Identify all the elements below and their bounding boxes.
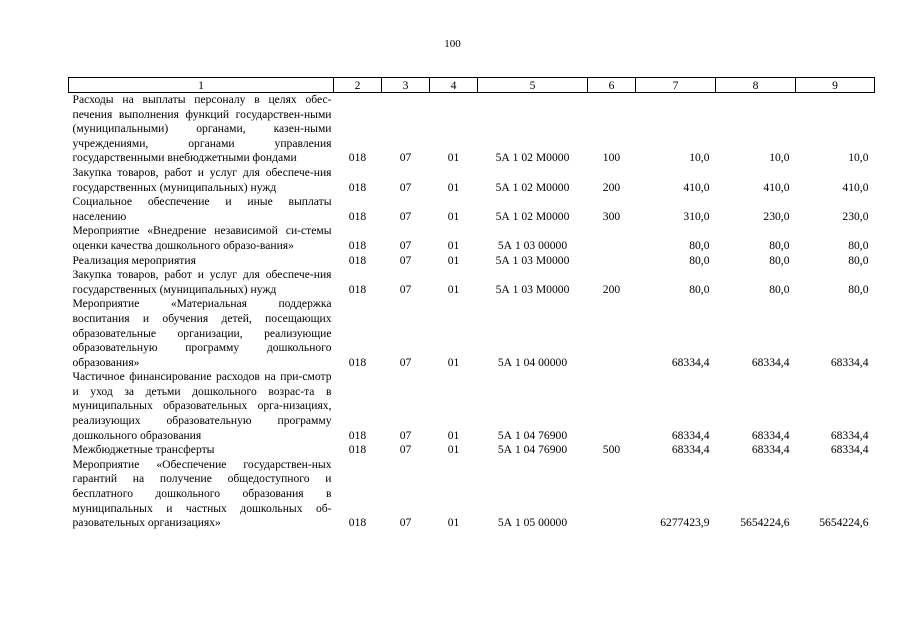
amount-col-8: 68334,4 [751,443,790,457]
amount-col-9: 410,0 [842,180,869,194]
table-row [69,443,875,458]
section-code: 07 [399,180,412,194]
expense-name: Частичное финансирование расходов на при-смотр и уход за детьми дошкольного возрас-та в муниципальных образовательных орга-низациях, реализующих образовательную программу дошкольного образования [72,370,332,442]
amount-col-7: 68334,4 [671,355,710,369]
expense-name: Социальное обеспечение и иные выплаты населению [72,195,332,223]
subsection-code: 01 [447,516,460,530]
expense-name: Расходы на выплаты персоналу в целях обес-печения выполнения функций государствен-ными (муниципальными) органами, казен-ными учреждениями, органами управления государственными внебюджетными фондами [72,93,332,165]
amount-col-8: 80,0 [769,253,790,267]
amount-col-8: 230,0 [763,209,790,223]
section-code: 07 [399,151,412,165]
section-code: 07 [399,253,412,267]
amount-col-9: 68334,4 [830,355,869,369]
header-col-5: 5 [478,78,588,93]
ministry-code: 018 [348,151,367,165]
expense-type-code [588,224,636,253]
amount-col-8: 80,0 [769,282,790,296]
subsection-code: 01 [447,443,460,457]
section-code: 07 [399,209,412,223]
target-article-code: 5А 1 02 М0000 [495,180,570,194]
amount-col-9: 68334,4 [830,443,869,457]
expense-name: Мероприятие «Внедрение независимой си-стемы оценки качества дошкольного образо-вания» [72,224,332,252]
amount-col-8: 10,0 [769,151,790,165]
target-article-code: 5А 1 04 76900 [497,443,568,457]
amount-col-8: 410,0 [763,180,790,194]
amount-col-8: 5654224,6 [740,516,790,530]
header-col-2: 2 [334,78,382,93]
target-article-code: 5А 1 02 М0000 [495,209,570,223]
expense-name: Мероприятие «Обеспечение государствен-ных гарантий на получение общедоступного и бесплатного дошкольного образования в муниципальных и частных дошкольных об-разовательных организациях» [72,457,332,530]
page-number: 100 [444,38,461,50]
subsection-code: 01 [447,209,460,223]
header-col-7: 7 [636,78,716,93]
target-article-code: 5А 1 03 М0000 [495,253,570,267]
amount-col-8: 68334,4 [751,428,790,442]
amount-col-9: 10,0 [848,151,869,165]
expense-type-code: 500 [602,443,621,457]
expense-name: Закупка товаров, работ и услуг для обеспече-ния государственных (муниципальных) нужд [72,268,332,296]
expense-type-code: 200 [602,180,621,194]
amount-col-7: 410,0 [683,180,710,194]
header-col-4: 4 [430,78,478,93]
amount-col-9: 68334,4 [830,428,869,442]
amount-col-9: 80,0 [848,238,869,252]
table-row [69,268,875,297]
ministry-code: 018 [348,443,367,457]
ministry-code: 018 [348,428,367,442]
expense-type-code: 300 [602,209,621,223]
budget-table [68,77,875,531]
table-row [69,93,875,166]
expense-type-code: 100 [602,151,621,165]
amount-col-8: 68334,4 [751,355,790,369]
subsection-code: 01 [447,282,460,296]
subsection-code: 01 [447,355,460,369]
amount-col-7: 68334,4 [671,428,710,442]
amount-col-9: 80,0 [848,253,869,267]
expense-type-code [588,458,636,531]
ministry-code: 018 [348,209,367,223]
amount-col-7: 68334,4 [671,443,710,457]
ministry-code: 018 [348,282,367,296]
ministry-code: 018 [348,355,367,369]
amount-col-7: 310,0 [683,209,710,223]
subsection-code: 01 [447,428,460,442]
header-col-6: 6 [588,78,636,93]
header-col-1: 1 [69,78,334,93]
header-col-8: 8 [716,78,796,93]
section-code: 07 [399,355,412,369]
amount-col-9: 5654224,6 [819,516,869,530]
section-code: 07 [399,428,412,442]
table-row [69,370,875,443]
expense-name: Реализация мероприятия [72,253,196,267]
ministry-code: 018 [348,238,367,252]
expense-type-code: 200 [602,282,621,296]
section-code: 07 [399,238,412,252]
amount-col-7: 80,0 [689,238,710,252]
ministry-code: 018 [348,253,367,267]
amount-col-9: 230,0 [842,209,869,223]
section-code: 07 [399,282,412,296]
header-col-3: 3 [382,78,430,93]
amount-col-7: 10,0 [689,151,710,165]
table-row [69,458,875,531]
amount-col-7: 6277423,9 [660,516,710,530]
target-article-code: 5А 1 04 76900 [497,428,568,442]
amount-col-7: 80,0 [689,282,710,296]
expense-type-code [588,254,636,269]
table-row [69,254,875,269]
subsection-code: 01 [447,238,460,252]
amount-col-9: 80,0 [848,282,869,296]
table-row [69,166,875,195]
section-code: 07 [399,516,412,530]
expense-name: Межбюджетные трансферты [72,443,215,457]
target-article-code: 5А 1 04 00000 [497,355,568,369]
table-row [69,297,875,370]
expense-name: Мероприятие «Материальная поддержка воспитания и обучения детей, посещающих образовательные организации, реализующие образовательную программу дошкольного образования» [72,297,332,369]
ministry-code: 018 [348,180,367,194]
section-code: 07 [399,443,412,457]
ministry-code: 018 [348,516,367,530]
header-col-9: 9 [796,78,875,93]
expense-type-code [588,297,636,370]
table-row [69,224,875,253]
subsection-code: 01 [447,151,460,165]
expense-name: Закупка товаров, работ и услуг для обеспече-ния государственных (муниципальных) нужд [72,165,332,194]
target-article-code: 5А 1 03 М0000 [495,282,570,296]
target-article-code: 5А 1 02 М0000 [495,151,570,165]
subsection-code: 01 [447,180,460,194]
amount-col-7: 80,0 [689,253,710,267]
amount-col-8: 80,0 [769,238,790,252]
table-header-row [69,78,875,93]
target-article-code: 5А 1 03 00000 [497,238,568,252]
subsection-code: 01 [447,253,460,267]
table-row [69,195,875,224]
target-article-code: 5А 1 05 00000 [497,516,568,530]
expense-type-code [588,370,636,443]
